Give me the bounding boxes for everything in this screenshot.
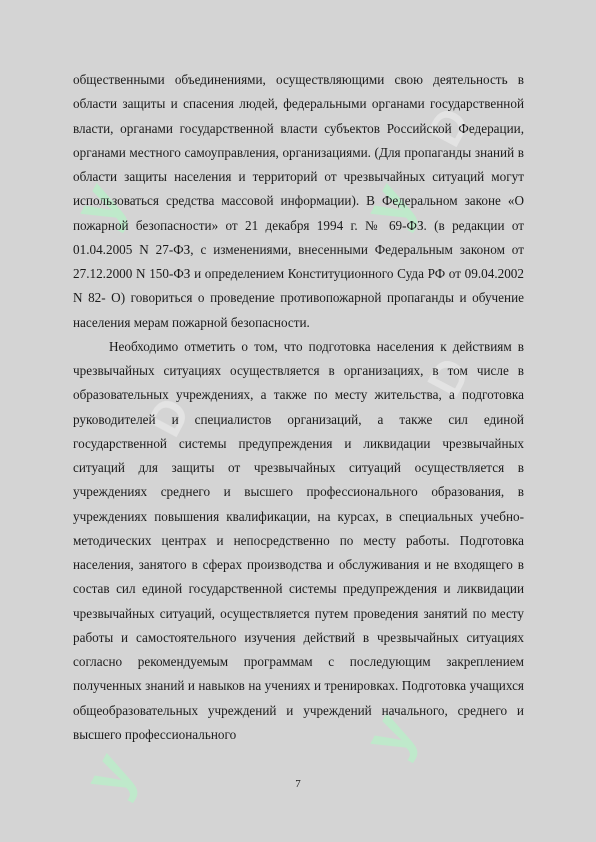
paragraph-2: Необходимо отметить о том, что подготовка населения к действиям в чрезвычайных ситуациях осуществляется в организациях, в том числе в образовательных учреждениях, а также по месту жительства, а подготовка руководителей и специалистов организаций, а также сил единой государственной системы предупреждения и ликвидации чрезвычайных ситуаций для защиты от чрезвычайных ситуаций осуществляется в учреждениях среднего и высшего профессионального образования, в учреждениях повышения квалификации, на курсах, в специальных учебно-методических центрах и непосредственно по месту работы. Подготовка населения, занятого в сферах производства и обслуживания и не входящего в состав сил единой государственной системы предупреждения и ликвидации чрезвычайных ситуаций, осуществляется путем проведения занятий по месту работы и самостоятельного изучения действий в чрезвычайных ситуациях согласно рекомендуемым программам с последующим закреплением полученных знаний и навыков на учениях и тренировках. Подготовка учащихся общеобразовательных учреждений и учреждений начального, среднего и высшего профессионального xyxy=(73,338,524,742)
watermark-mark: D xyxy=(137,389,201,446)
watermark-mark: y xyxy=(68,741,150,807)
watermark-mark: y xyxy=(348,701,430,767)
watermark-mark: D xyxy=(417,99,481,156)
paragraph-1: общественными объединениями, осуществляющими свою деятельность в области защиты и спасения людей, федеральными органами государственной власти, органами государственной власти субъектов Российской Федерации, органами местного самоуправления, организациями. (Для пропаганды знаний в области защиты населения и территорий от чрезвычайных ситуаций могут использоваться средства массовой информации). В Федеральном законе «О пожарной безопасности» от 21 декабря 1994 г. № 69-ФЗ. (в редакции от 01.04.2005 N 27-ФЗ, с изменениями, внесенными Федеральным законом от 27.12.2000 N 150-ФЗ и определением Конституционного Суда РФ от 09.04.2002 N 82- О) говориться о проведение противопожарной пропаганды и обучение населения мерам пожарной безопасности. xyxy=(73,72,524,330)
watermark-mark: y xyxy=(348,171,430,237)
watermark-mark: D xyxy=(417,349,481,406)
page-number: 7 xyxy=(295,778,301,790)
body-text xyxy=(73,68,524,747)
watermark-mark: y xyxy=(58,171,140,237)
